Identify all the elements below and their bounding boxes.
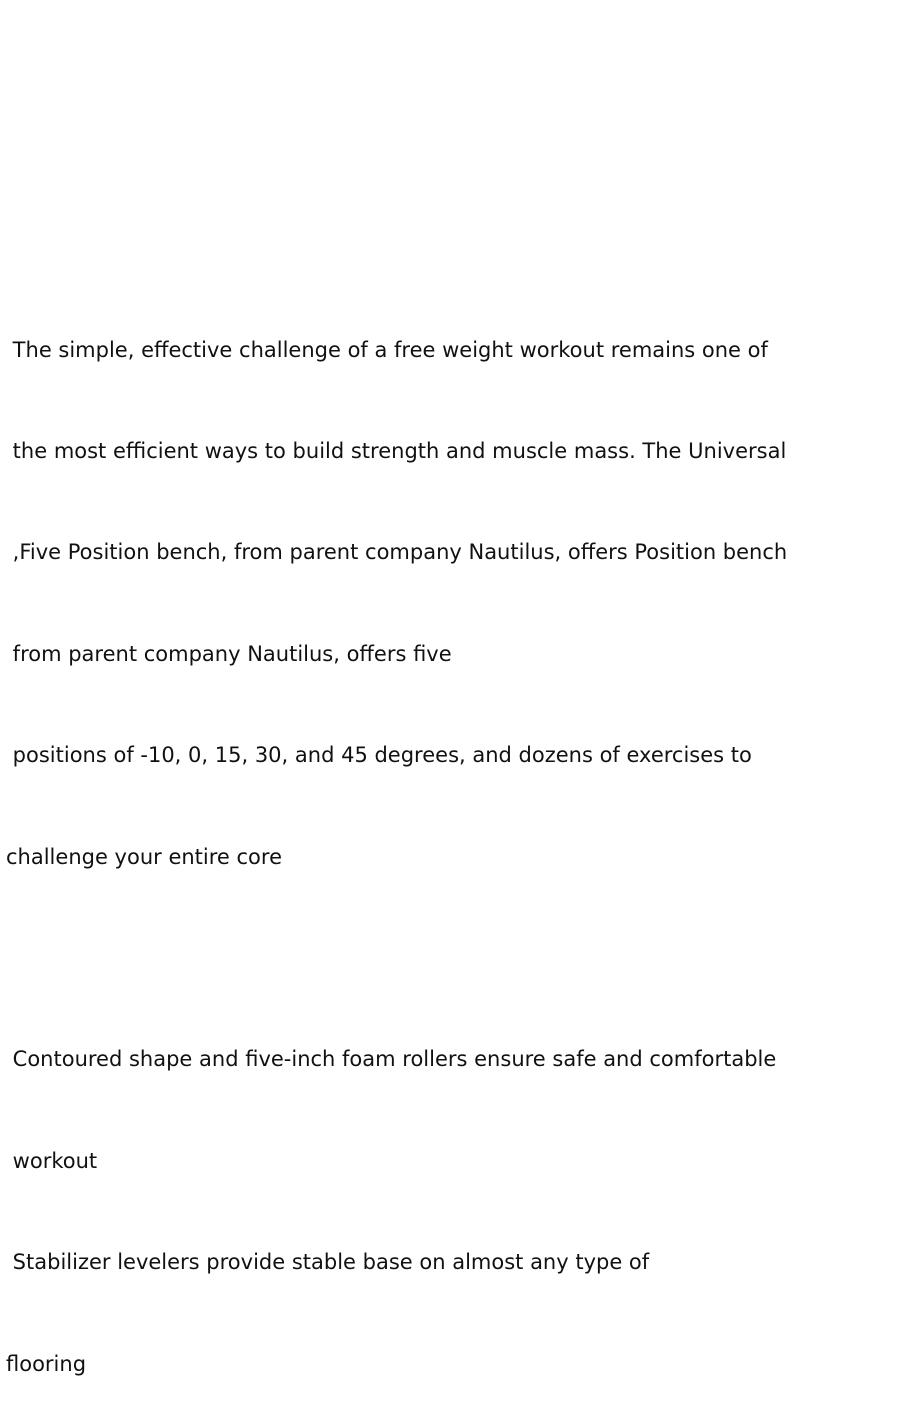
product-description [6,266,896,1415]
description-line: ,Five Position bench, from parent company Nautilus, offers Position bench [6,540,788,565]
blank-line [6,942,896,976]
feature-line: flooring [6,1351,87,1376]
feature-line: workout [6,1148,98,1173]
description-line: the most efficient ways to build strength and muscle mass. The Universal [6,438,787,463]
description-line: from parent company Nautilus, offers five [6,641,452,666]
description-line: positions of -10, 0, 15, 30, and 45 degrees, and dozens of exercises to [6,743,752,768]
description-line: challenge your entire core [6,844,282,869]
feature-line: Stabilizer levelers provide stable base on almost any type of [6,1250,650,1275]
description-line: The simple, effective challenge of a free weight workout remains one of [6,337,768,362]
feature-line: Contoured shape and five-inch foam rollers ensure safe and comfortable [6,1047,777,1072]
